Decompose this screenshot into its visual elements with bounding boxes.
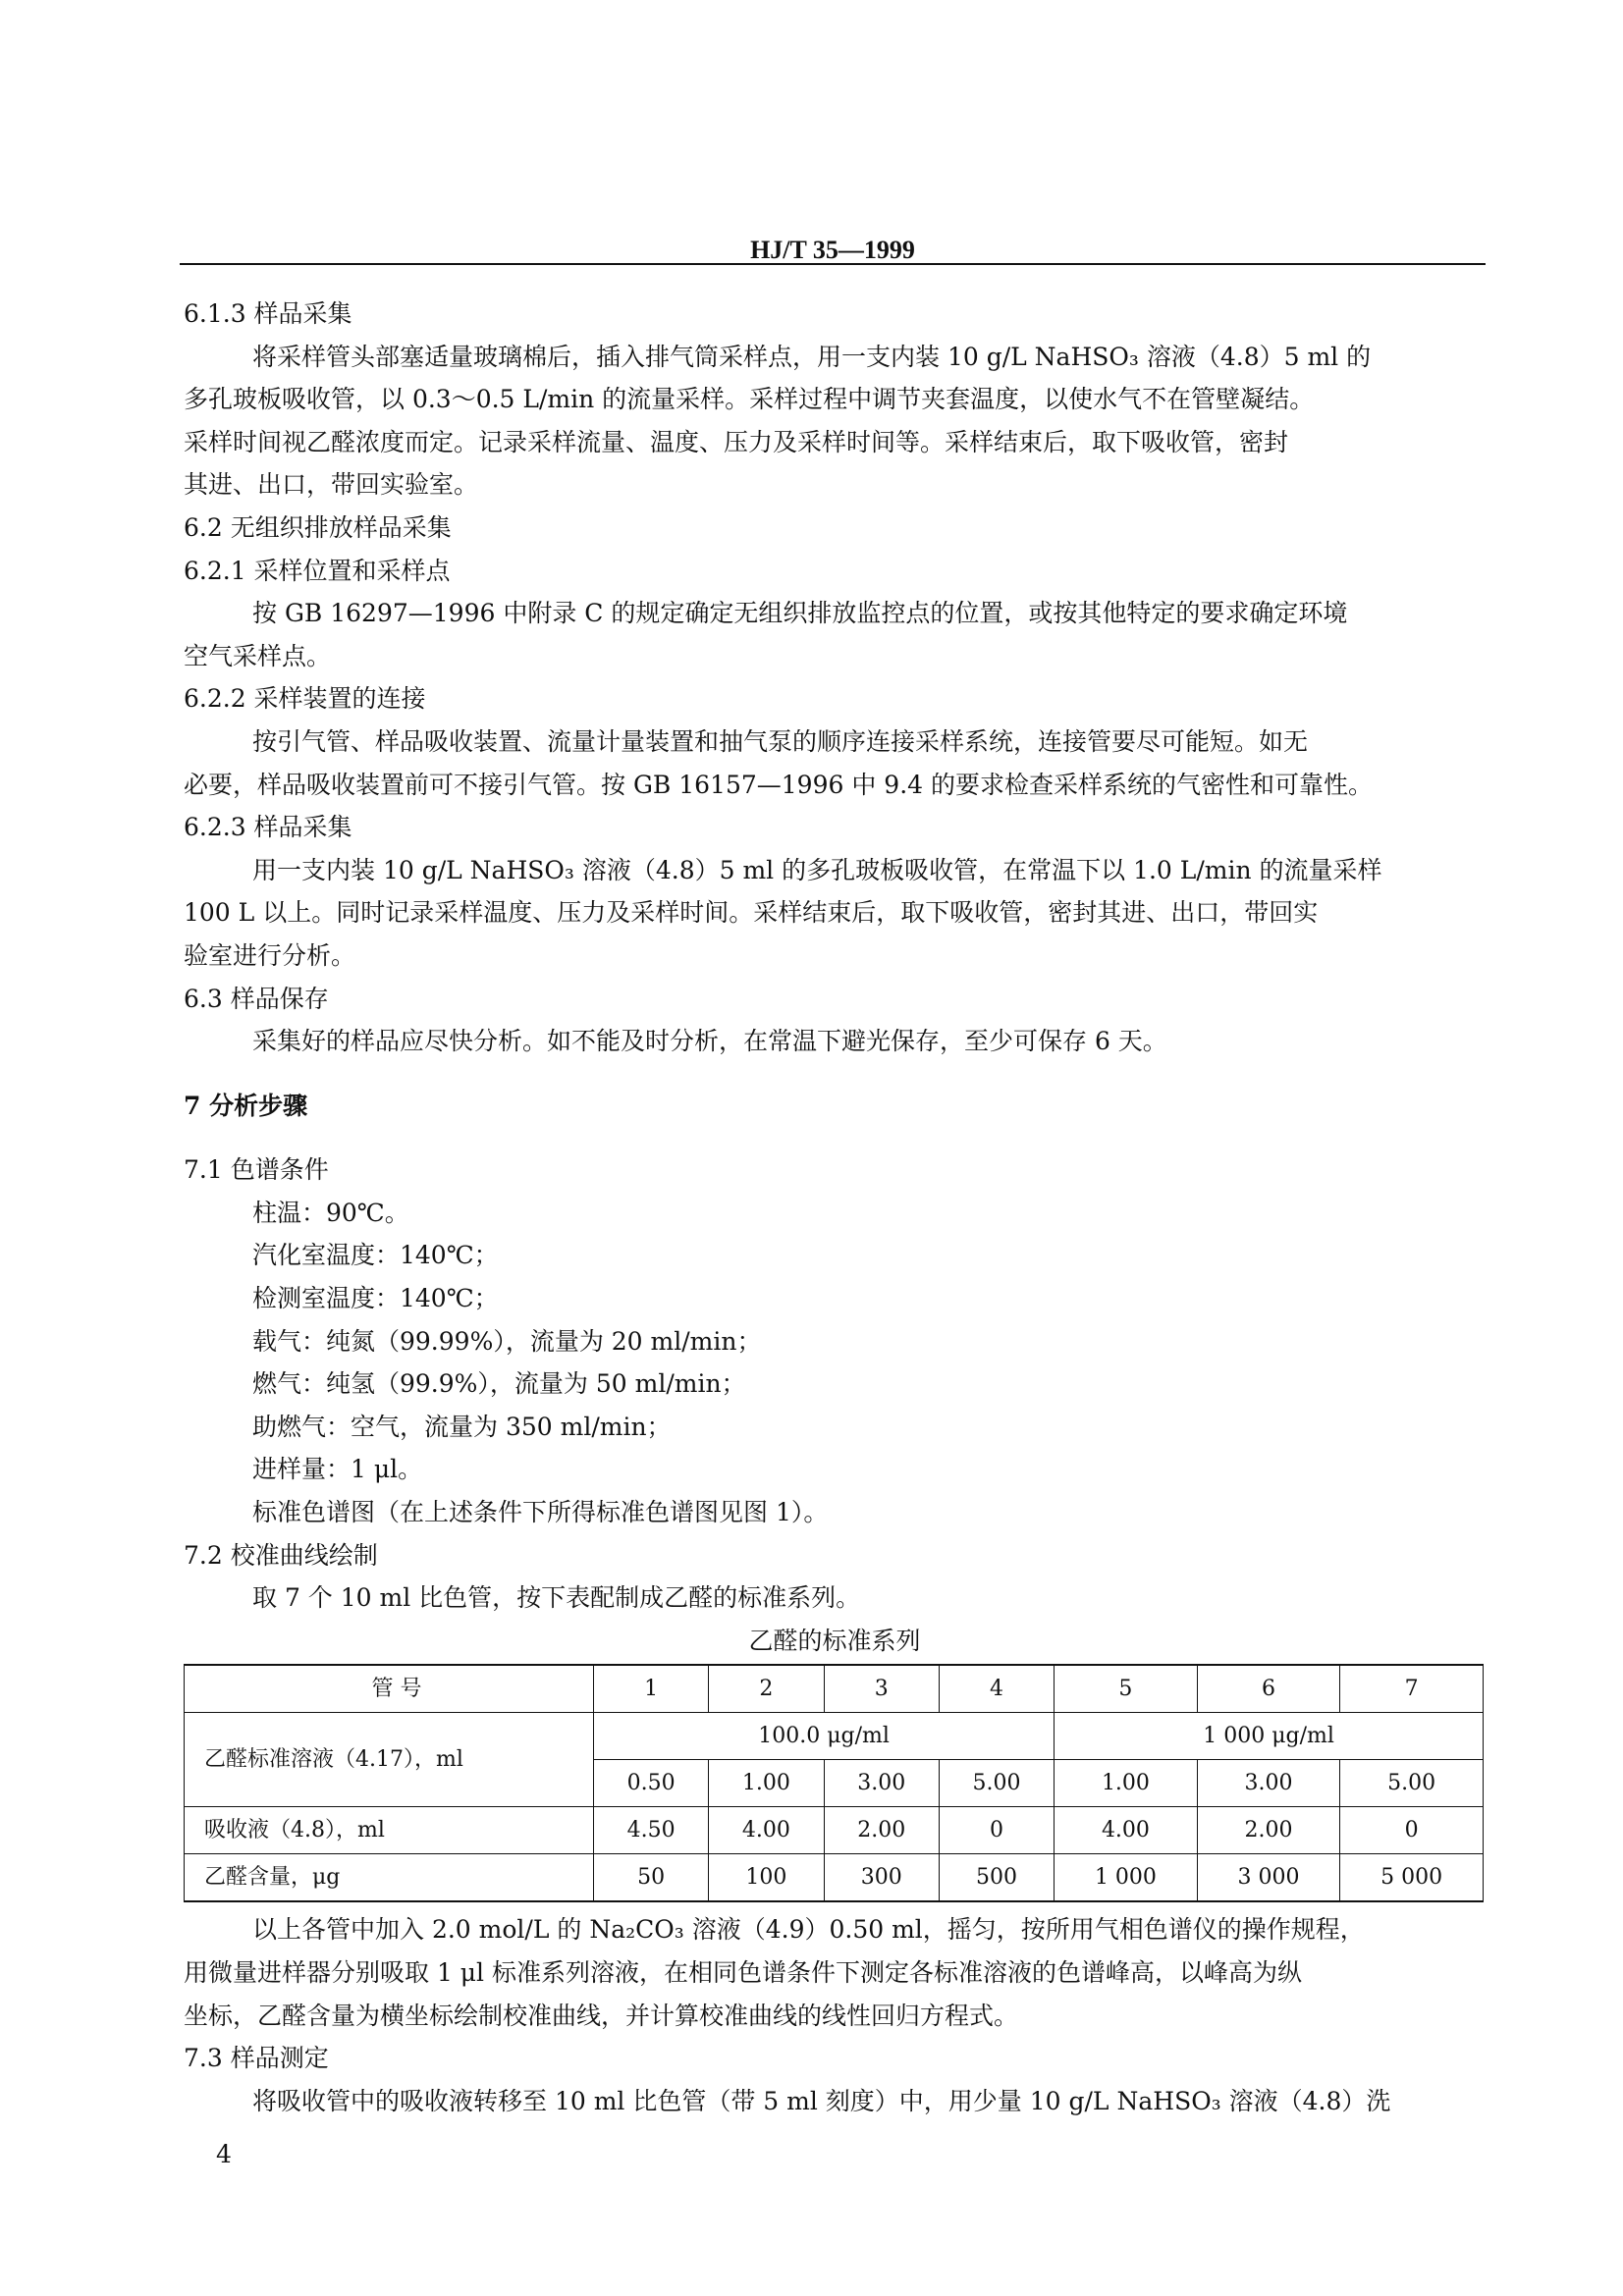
text-line: 用一支内装 10 g/L NaHSO₃ 溶液（4.8）5 ml 的多孔玻板吸收管，在常温下以 1.0 L/min 的流量采样 [252,855,1382,884]
standard-volume-cell: 1.00 [1055,1760,1198,1807]
text-line: 柱温：90℃。 [252,1198,409,1227]
concentration-high-cell: 1 000 μg/ml [1055,1713,1484,1760]
standard-volume-cell: 3.00 [1197,1760,1340,1807]
absorbent-volume-cell: 4.00 [1055,1807,1198,1854]
tube-number-header: 管 号 [185,1665,594,1713]
text-line: 6.2 无组织排放样品采集 [184,512,452,542]
concentration-low-cell: 100.0 μg/ml [594,1713,1055,1760]
spacer [184,1063,1486,1085]
text-line: 将采样管头部塞适量玻璃棉后，插入排气筒采样点，用一支内装 10 g/L NaHSO₃ 溶液（4.8）5 ml 的 [252,342,1372,371]
text-line: 必要，样品吸收装置前可不接引气管。按 GB 16157—1996 中 9.4 的要求检查采样系统的气密性和可靠性。 [184,770,1373,799]
absorbent-volume-cell: 4.50 [594,1807,709,1854]
text-line: 多孔玻板吸收管，以 0.3～0.5 L/min 的流量采样。采样过程中调节夹套温度，以使水气不在管壁凝结。 [184,385,1315,414]
content-cell: 50 [594,1854,709,1902]
tube-number-cell: 7 [1340,1665,1484,1713]
standard-series-table [184,1664,1484,1902]
body-text-after-table [184,1908,1486,2122]
absorbent-volume-cell: 4.00 [709,1807,824,1854]
content-cell: 500 [939,1854,1054,1902]
content-cell: 300 [824,1854,939,1902]
standard-volume-cell: 1.00 [709,1760,824,1807]
text-line: 汽化室温度：140℃； [252,1241,499,1270]
text-line: 标准色谱图（在上述条件下所得标准色谱图见图 1）。 [252,1498,829,1527]
absorbent-volume-cell: 0 [1340,1807,1484,1854]
text-line: 坐标，乙醛含量为横坐标绘制校准曲线，并计算校准曲线的线性回归方程式。 [184,2001,1019,2030]
standard-volume-cell: 3.00 [824,1760,939,1807]
document-header: HJ/T 35—1999 [750,236,915,264]
table-row [185,1807,1484,1854]
text-line: 燃气：纯氢（99.9%），流量为 50 ml/min； [252,1369,746,1399]
table-row [185,1854,1484,1902]
text-line: 验室进行分析。 [184,940,356,970]
absorbent-volume-cell: 0 [939,1807,1054,1854]
standard-volume-cell: 5.00 [1340,1760,1484,1807]
spacer [184,1127,1486,1148]
text-line: 7 分析步骤 [184,1091,308,1120]
tube-number-cell: 2 [709,1665,824,1713]
text-line: 采样时间视乙醛浓度而定。记录采样流量、温度、压力及采样时间等。采样结束后，取下吸收管，密封 [184,427,1289,456]
text-line: 用微量进样器分别吸取 1 μl 标准系列溶液，在相同色谱条件下测定各标准溶液的色谱峰高，以峰高为纵 [184,1958,1302,1987]
tube-number-cell: 5 [1055,1665,1198,1713]
header-rule [180,263,1486,265]
text-line: 将吸收管中的吸收液转移至 10 ml 比色管（带 5 ml 刻度）中，用少量 10 g/L NaHSO₃ 溶液（4.8）洗 [252,2086,1391,2115]
text-line: 100 L 以上。同时记录采样温度、压力及采样时间。采样结束后，取下吸收管，密封其进、出口，带回实 [184,898,1319,928]
tube-number-cell: 6 [1197,1665,1340,1713]
text-line: 6.2.2 采样装置的连接 [184,684,426,714]
absorbent-volume-cell: 2.00 [1197,1807,1340,1854]
text-line: 6.1.3 样品采集 [184,299,352,328]
text-line: 助燃气：空气，流量为 350 ml/min； [252,1412,672,1441]
text-line: 载气：纯氮（99.99%），流量为 20 ml/min； [252,1326,762,1356]
table-caption: 乙醛的标准系列 [748,1626,921,1655]
tube-number-cell: 1 [594,1665,709,1713]
text-line: 以上各管中加入 2.0 mol/L 的 Na₂CO₃ 溶液（4.9）0.50 ml，摇匀，按所用气相色谱仪的操作规程， [252,1915,1365,1945]
text-line: 6.2.3 样品采集 [184,813,352,842]
text-line: 按引气管、样品吸收装置、流量计量装置和抽气泵的顺序连接采样系统，连接管要尽可能短。如无 [252,726,1309,756]
text-line: 7.2 校准曲线绘制 [184,1540,378,1570]
document-body [184,293,1486,2122]
table-row [185,1713,1484,1760]
absorbent-volume-cell: 2.00 [824,1807,939,1854]
text-line: 其进、出口，带回实验室。 [184,470,479,500]
text-line: 按 GB 16297—1996 中附录 C 的规定确定无组织排放监控点的位置，或按其他特定的要求确定环境 [252,599,1348,628]
absorbent-label: 吸收液（4.8），ml [185,1807,594,1854]
content-cell: 5 000 [1340,1854,1484,1902]
text-line: 检测室温度：140℃； [252,1284,499,1313]
content-cell: 3 000 [1197,1854,1340,1902]
tube-number-cell: 3 [824,1665,939,1713]
tube-number-cell: 4 [939,1665,1054,1713]
text-line: 空气采样点。 [184,641,332,670]
acetaldehyde-content-label: 乙醛含量，μg [185,1854,594,1902]
standard-volume-cell: 5.00 [939,1760,1054,1807]
content-cell: 1 000 [1055,1854,1198,1902]
text-line: 进样量：1 μl。 [252,1455,423,1484]
standard-solution-label: 乙醛标准溶液（4.17），ml [185,1713,594,1807]
table-row [185,1665,1484,1713]
text-line: 采集好的样品应尽快分析。如不能及时分析，在常温下避光保存，至少可保存 6 天。 [252,1027,1167,1056]
text-line: 7.3 样品测定 [184,2044,329,2073]
text-line: 6.3 样品保存 [184,984,329,1013]
text-line: 7.1 色谱条件 [184,1155,329,1185]
body-text-before-table [184,293,1486,1620]
text-line: 6.2.1 采样位置和采样点 [184,556,451,585]
standard-volume-cell: 0.50 [594,1760,709,1807]
text-line: 取 7 个 10 ml 比色管，按下表配制成乙醛的标准系列。 [252,1583,861,1613]
content-cell: 100 [709,1854,824,1902]
page-number: 4 [216,2140,232,2168]
